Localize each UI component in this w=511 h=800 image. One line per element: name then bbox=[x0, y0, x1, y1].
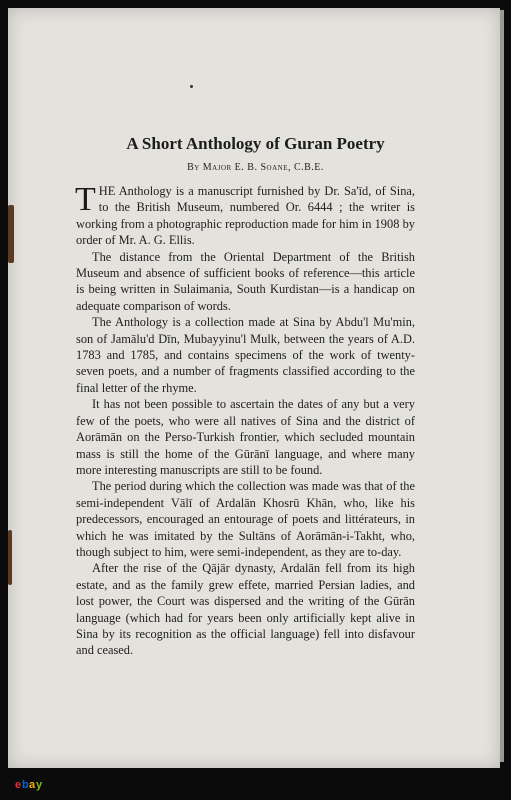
paragraph-3: The Anthology is a collection made at Sina by Abdu'l Mu'min, son of Jamālu'd Dīn, Mubayyinu'l Mulk, between the years of A.D. 1783 and 1785, and contains specimens of the work of twenty-seven poets, and a number of fragments classified according to the final letter of the rhyme. bbox=[76, 315, 415, 395]
author-byline: By Major E. B. Soane, C.B.E. bbox=[187, 162, 324, 173]
svg-text:a: a bbox=[29, 779, 36, 791]
ink-dot bbox=[190, 85, 193, 88]
paragraph-4: It has not been possible to ascertain the dates of any but a very few of the poets, who were all natives of Sina and the district of Aorāmān on the Perso-Turkish frontier, which secluded mountain mass is still the home of the Gūrānī language, and where many more interesting manuscripts are still to be found. bbox=[76, 397, 415, 477]
paragraph-text: HE Anthology is a manuscript furnished by Dr. Sa'īd, of Sina, to the British Museum, numbered Or. 6444 ; the writer is working from a photographic reproduction made for him in 1908 by order of Mr. A. G. Ellis. bbox=[76, 184, 415, 248]
svg-text:b: b bbox=[22, 779, 29, 791]
article-title: A Short Anthology of Guran Poetry bbox=[126, 134, 385, 153]
drop-cap: T bbox=[75, 181, 96, 218]
binding-stain-bottom bbox=[8, 530, 12, 585]
page-edge bbox=[500, 10, 504, 762]
svg-text:e: e bbox=[15, 779, 22, 791]
paragraph-2: The distance from the Oriental Department of the British Museum and absence of sufficient books of reference—this article is being written in Sulaimania, South Kurdistan—is a handicap on adequate comparison of words. bbox=[76, 249, 415, 313]
paragraph-6: After the rise of the Qājār dynasty, Ardalān fell from its high estate, and as the family grew effete, married Persian ladies, and lost power, the Court was dispersed and the writing of the Gūrān language (which had for years been only artificially kept alive in Sina by its recognition as the official language) fell into disfavour and ceased. bbox=[76, 561, 415, 658]
binding-stain-top bbox=[8, 205, 14, 263]
ebay-logo-icon bbox=[14, 772, 44, 796]
paragraph-1 bbox=[76, 183, 415, 249]
paragraph-5: The period during which the collection was made was that of the semi-independent Vālī of Ardalān Khosrū Khān, who, like his predecessors, encouraged an entourage of poets and littérateurs, in which he was imitated by the Sultāns of Aorāmān-i-Takht, who, though subject to him, were semi-independent, as they are to-day. bbox=[76, 479, 415, 559]
svg-text:y: y bbox=[36, 779, 43, 791]
article-body bbox=[76, 183, 415, 659]
